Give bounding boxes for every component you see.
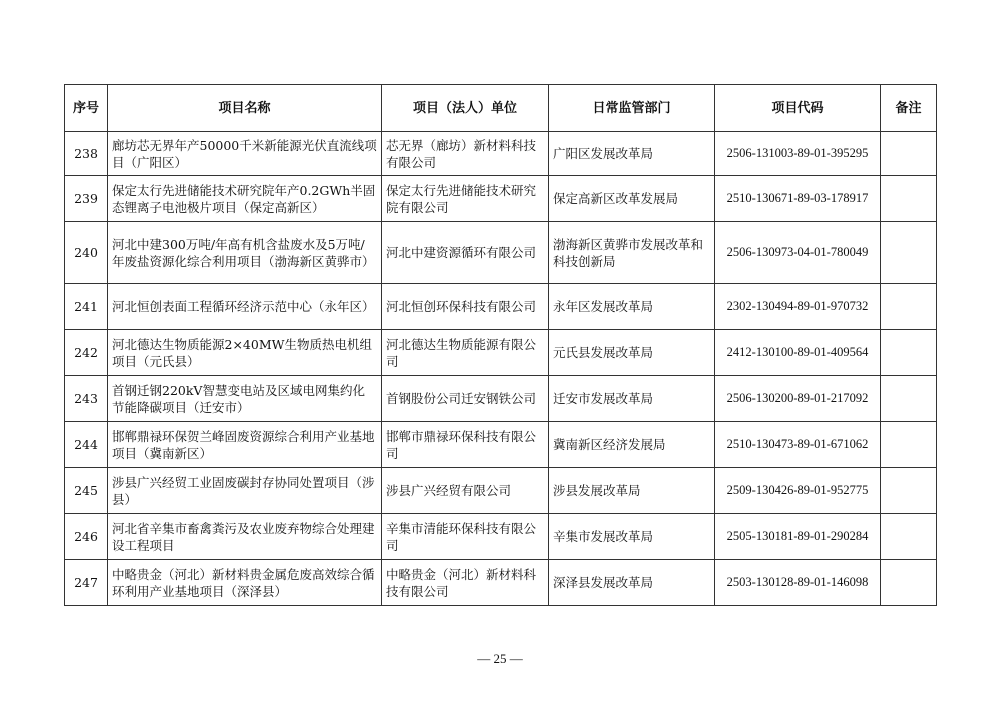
row-supervision-dept: 渤海新区黄骅市发展改革和科技创新局 <box>549 222 715 284</box>
row-remarks <box>881 330 937 376</box>
row-project-code: 2503-130128-89-01-146098 <box>715 560 881 606</box>
row-index: 240 <box>65 222 108 284</box>
row-remarks <box>881 422 937 468</box>
row-project-code: 2506-131003-89-01-395295 <box>715 132 881 176</box>
row-legal-unit: 河北中建资源循环有限公司 <box>382 222 549 284</box>
row-index: 245 <box>65 468 108 514</box>
row-legal-unit: 河北恒创环保科技有限公司 <box>382 284 549 330</box>
row-project-code: 2302-130494-89-01-970732 <box>715 284 881 330</box>
row-supervision-dept: 元氏县发展改革局 <box>549 330 715 376</box>
row-remarks <box>881 176 937 222</box>
table-row <box>65 560 937 606</box>
table-row <box>65 284 937 330</box>
row-legal-unit: 邯郸市鼎禄环保科技有限公司 <box>382 422 549 468</box>
header-legal-unit: 项目（法人）单位 <box>382 85 549 132</box>
table-header-row <box>65 85 937 132</box>
table-row <box>65 376 937 422</box>
row-index: 241 <box>65 284 108 330</box>
row-project-code: 2510-130473-89-01-671062 <box>715 422 881 468</box>
table-row <box>65 176 937 222</box>
row-project-name: 保定太行先进储能技术研究院年产0.2GWh半固态锂离子电池极片项目（保定高新区） <box>108 176 382 222</box>
row-legal-unit: 涉县广兴经贸有限公司 <box>382 468 549 514</box>
row-supervision-dept: 涉县发展改革局 <box>549 468 715 514</box>
row-supervision-dept: 保定高新区改革发展局 <box>549 176 715 222</box>
row-project-code: 2505-130181-89-01-290284 <box>715 514 881 560</box>
row-supervision-dept: 迁安市发展改革局 <box>549 376 715 422</box>
row-supervision-dept: 永年区发展改革局 <box>549 284 715 330</box>
header-index: 序号 <box>65 85 108 132</box>
row-legal-unit: 中略贵金（河北）新材料科技有限公司 <box>382 560 549 606</box>
row-project-name: 河北德达生物质能源2×40MW生物质热电机组项目（元氏县） <box>108 330 382 376</box>
row-project-code: 2412-130100-89-01-409564 <box>715 330 881 376</box>
row-project-name: 河北中建300万吨/年高有机含盐废水及5万吨/年废盐资源化综合利用项目（渤海新区黄骅市） <box>108 222 382 284</box>
row-index: 243 <box>65 376 108 422</box>
row-index: 239 <box>65 176 108 222</box>
row-remarks <box>881 132 937 176</box>
table-row <box>65 132 937 176</box>
row-remarks <box>881 468 937 514</box>
row-project-name: 中略贵金（河北）新材料贵金属危废高效综合循环利用产业基地项目（深泽县） <box>108 560 382 606</box>
row-remarks <box>881 514 937 560</box>
row-project-code: 2509-130426-89-01-952775 <box>715 468 881 514</box>
table-row <box>65 514 937 560</box>
row-index: 238 <box>65 132 108 176</box>
row-legal-unit: 首钢股份公司迁安钢铁公司 <box>382 376 549 422</box>
row-remarks <box>881 560 937 606</box>
row-legal-unit: 辛集市清能环保科技有限公司 <box>382 514 549 560</box>
row-project-code: 2506-130200-89-01-217092 <box>715 376 881 422</box>
header-supervision-dept: 日常监管部门 <box>549 85 715 132</box>
row-project-name: 河北省辛集市畜禽粪污及农业废弃物综合处理建设工程项目 <box>108 514 382 560</box>
row-project-name: 邯郸鼎禄环保贺兰峰固废资源综合利用产业基地项目（冀南新区） <box>108 422 382 468</box>
page-number: — 25 — <box>477 651 523 666</box>
row-remarks <box>881 376 937 422</box>
header-project-code: 项目代码 <box>715 85 881 132</box>
row-project-name: 首钢迁钢220kV智慧变电站及区域电网集约化节能降碳项目（迁安市） <box>108 376 382 422</box>
header-remarks: 备注 <box>881 85 937 132</box>
row-project-name: 廊坊芯无界年产50000千米新能源光伏直流线项目（广阳区） <box>108 132 382 176</box>
row-remarks <box>881 284 937 330</box>
header-project-name: 项目名称 <box>108 85 382 132</box>
row-supervision-dept: 冀南新区经济发展局 <box>549 422 715 468</box>
row-project-code: 2506-130973-04-01-780049 <box>715 222 881 284</box>
project-table <box>64 84 937 606</box>
row-supervision-dept: 广阳区发展改革局 <box>549 132 715 176</box>
row-legal-unit: 芯无界（廊坊）新材料科技有限公司 <box>382 132 549 176</box>
row-supervision-dept: 辛集市发展改革局 <box>549 514 715 560</box>
table-row <box>65 422 937 468</box>
row-project-name: 涉县广兴经贸工业固废碳封存协同处置项目（涉县） <box>108 468 382 514</box>
row-remarks <box>881 222 937 284</box>
row-supervision-dept: 深泽县发展改革局 <box>549 560 715 606</box>
table-row <box>65 222 937 284</box>
row-index: 244 <box>65 422 108 468</box>
table-row <box>65 330 937 376</box>
row-project-name: 河北恒创表面工程循环经济示范中心（永年区） <box>108 284 382 330</box>
row-index: 247 <box>65 560 108 606</box>
row-index: 246 <box>65 514 108 560</box>
row-index: 242 <box>65 330 108 376</box>
row-legal-unit: 河北德达生物质能源有限公司 <box>382 330 549 376</box>
row-project-code: 2510-130671-89-03-178917 <box>715 176 881 222</box>
table-row <box>65 468 937 514</box>
row-legal-unit: 保定太行先进储能技术研究院有限公司 <box>382 176 549 222</box>
